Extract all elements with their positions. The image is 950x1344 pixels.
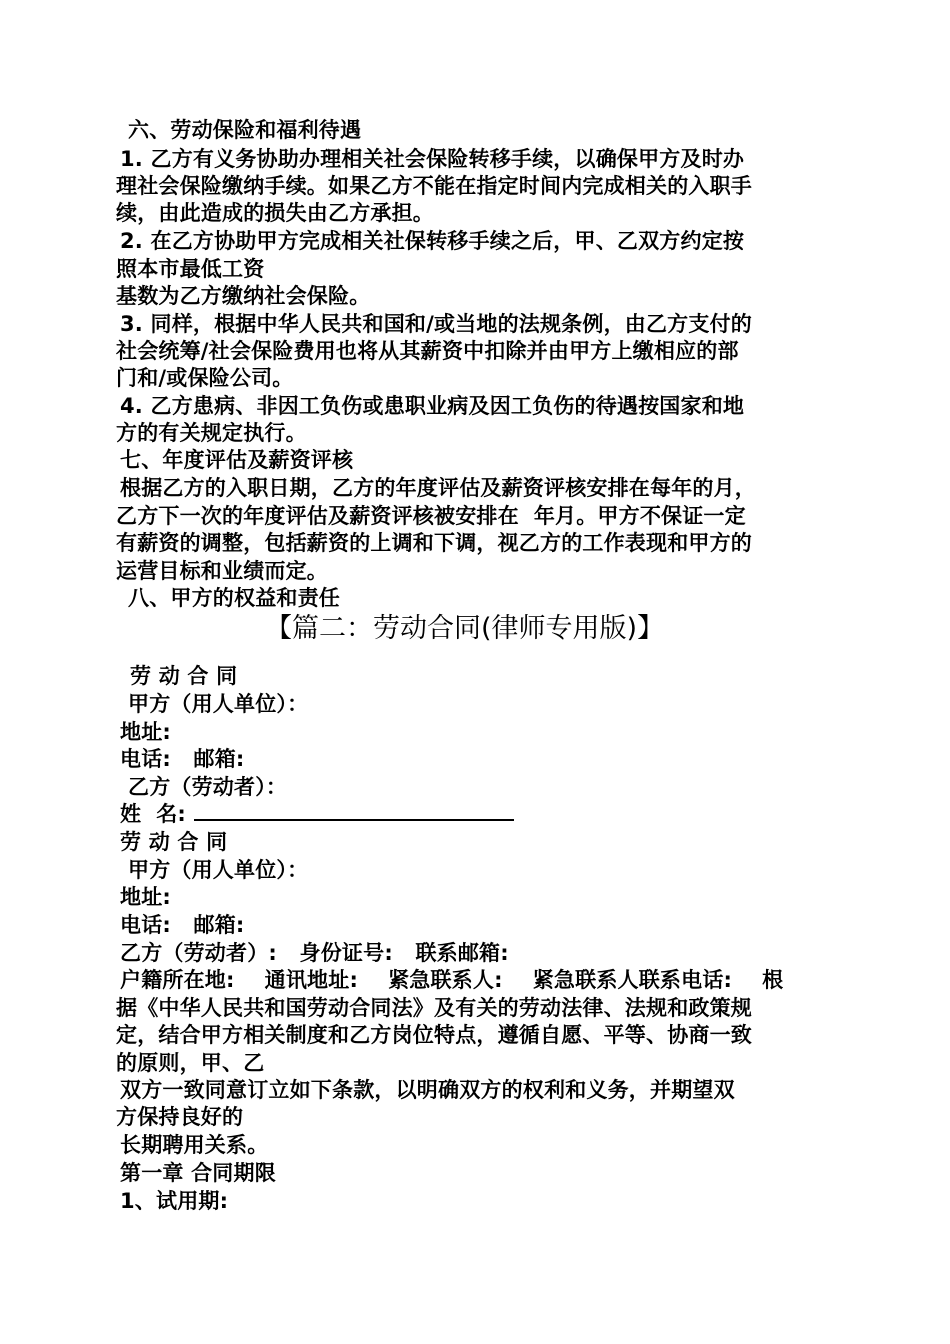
paragraph-line: 定，结合甲方相关制度和乙方岗位特点，遵循自愿、平等、协商一致 — [116, 1023, 752, 1047]
paragraph-line: 2. 在乙方协助甲方完成相关社保转移手续之后，甲、乙双方约定按 — [120, 229, 745, 253]
document-subtitle: 【篇二：劳动合同(律师专用版)】 — [265, 613, 665, 644]
chapter-heading: 第一章 合同期限 — [120, 1161, 276, 1185]
paragraph-line: 4. 乙方患病、非因工负伤或患职业病及因工负伤的待遇按国家和地 — [120, 394, 745, 418]
paragraph-line: 门和/或保险公司。 — [116, 366, 294, 390]
paragraph-line: 运营目标和业绩而定。 — [116, 559, 328, 583]
address-label: 地址: — [120, 720, 171, 744]
paragraph-line: 乙方下一次的年度评估及薪资评核被安排在 年月。甲方不保证一定 — [116, 504, 746, 528]
paragraph-line: 据《中华人民共和国劳动合同法》及有关的劳动法律、法规和政策规 — [116, 996, 752, 1020]
party-b-label: 乙方（劳动者）: 身份证号: 联系邮箱: — [120, 941, 509, 965]
section-heading-evaluation: 七、年度评估及薪资评核 — [120, 448, 354, 472]
party-a-label: 甲方（用人单位）： — [128, 858, 309, 882]
name-label: 姓 名: — [120, 802, 194, 826]
paragraph-line: 理社会保险缴纳手续。如果乙方不能在指定时间内完成相关的入职手 — [116, 174, 752, 198]
contract-title: 劳 动 合 同 — [120, 830, 228, 854]
paragraph-line: 有薪资的调整，包括薪资的上调和下调，视乙方的工作表现和甲方的 — [116, 531, 752, 555]
paragraph-line: 根据乙方的入职日期，乙方的年度评估及薪资评核安排在每年的月， — [120, 476, 756, 500]
paragraph-line: 3. 同样，根据中华人民共和国和/或当地的法规条例，由乙方支付的 — [120, 312, 752, 336]
phone-email-label: 电话: 邮箱: — [120, 747, 245, 771]
party-a-label: 甲方（用人单位）： — [128, 692, 309, 716]
paragraph-line: 的原则，甲、乙 — [116, 1051, 265, 1075]
paragraph-line: 方保持良好的 — [116, 1105, 244, 1129]
paragraph-line: 基数为乙方缴纳社会保险。 — [116, 284, 371, 308]
paragraph-line: 长期聘用关系。 — [120, 1133, 269, 1157]
paragraph-line: 户籍所在地: 通讯地址: 紧急联系人: 紧急联系人联系电话: 根 — [120, 968, 784, 992]
address-label: 地址: — [120, 885, 171, 909]
section-heading-rights: 八、甲方的权益和责任 — [128, 586, 340, 610]
phone-email-label: 电话: 邮箱: — [120, 913, 245, 937]
party-b-label: 乙方（劳动者）： — [128, 775, 288, 799]
name-row — [120, 801, 514, 828]
paragraph-line: 方的有关规定执行。 — [116, 421, 307, 445]
contract-title: 劳 动 合 同 — [130, 664, 238, 688]
section-heading-insurance: 六、劳动保险和福利待遇 — [128, 118, 362, 142]
name-blank-line — [194, 801, 514, 821]
paragraph-line: 社会统筹/社会保险费用也将从其薪资中扣除并由甲方上缴相应的部 — [116, 339, 739, 363]
trial-period-label: 1、试用期: — [120, 1189, 229, 1213]
paragraph-line: 双方一致同意订立如下条款，以明确双方的权利和义务，并期望双 — [120, 1078, 735, 1102]
paragraph-line: 1. 乙方有义务协助办理相关社会保险转移手续，以确保甲方及时办 — [120, 147, 745, 171]
paragraph-line: 照本市最低工资 — [116, 257, 265, 281]
paragraph-line: 续，由此造成的损失由乙方承担。 — [116, 201, 434, 225]
